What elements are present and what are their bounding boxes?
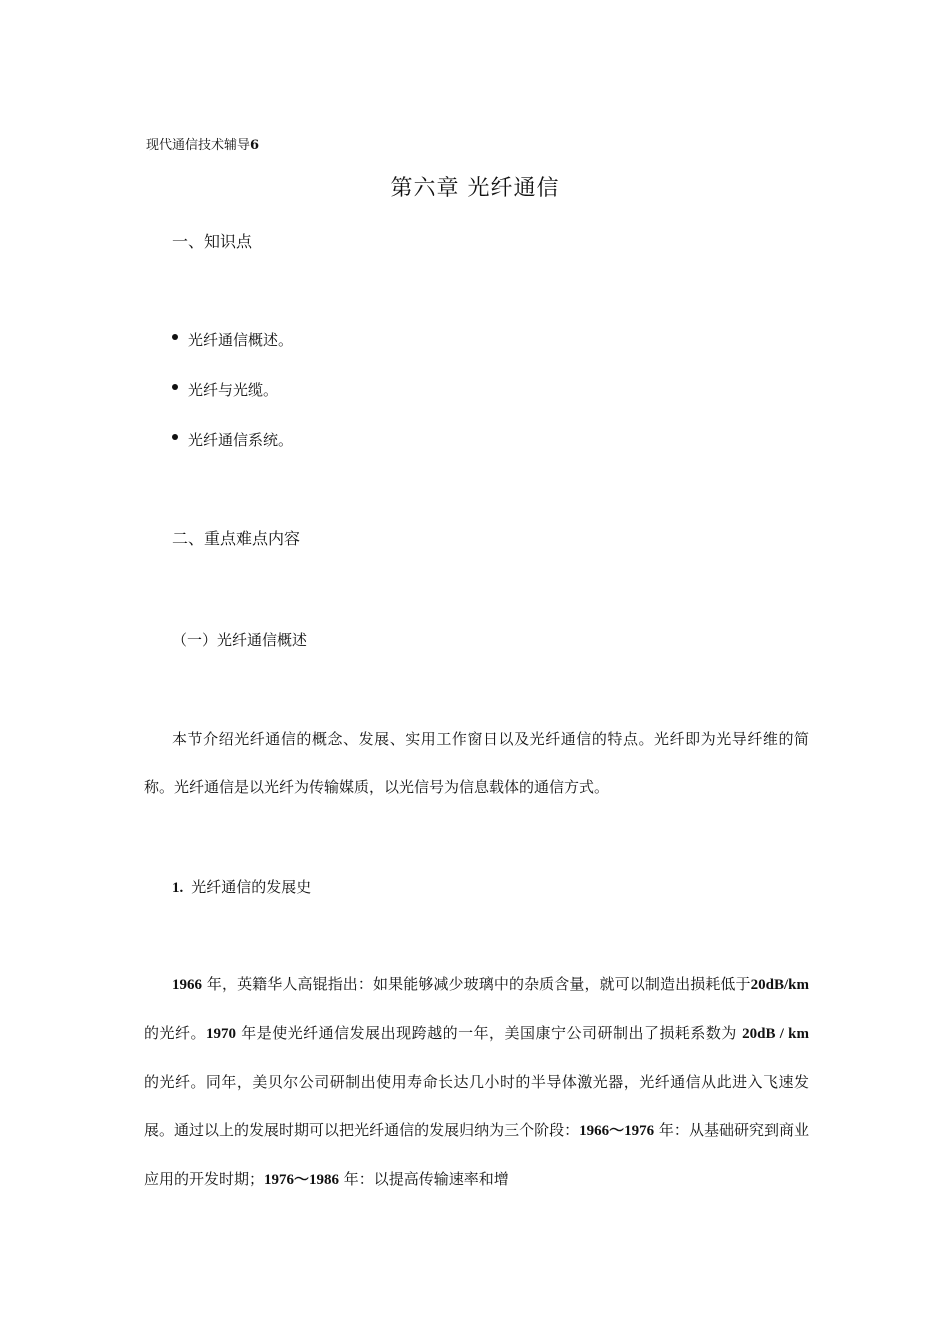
- period-1966-1976: 1966～1976: [579, 1123, 655, 1139]
- history-text: 的光纤。: [144, 1024, 206, 1042]
- section-heading-knowledge-points: 一、知识点: [172, 232, 253, 251]
- history-text: 年是使光纤通信发展出现跨越的一年，美国康宁公司研制出了损耗系数为: [235, 1024, 743, 1042]
- chapter-title: 第六章 光纤通信: [390, 176, 560, 201]
- history-text: 的光纤。同年，美贝尔公司研制出使用寿命长达几小时的半导体激光器，光纤通信从此进入飞速发展。通过以上的发展时期可以把光纤通信的发展归纳为三个阶段：: [144, 1073, 809, 1139]
- list-item: 光纤通信系统。: [172, 429, 293, 479]
- document-header-note: [146, 134, 259, 153]
- year-1970: 1970: [205, 1026, 236, 1042]
- list-item: 光纤通信概述。: [172, 329, 293, 379]
- section-heading-key-points: 二、重点难点内容: [172, 529, 301, 548]
- history-paragraph: [144, 960, 809, 1204]
- numbered-heading-history: [172, 876, 311, 897]
- period-1976-1986: 1976～1986: [264, 1172, 340, 1188]
- history-text: 年：从基础研究到商业应用的开发时期；: [144, 1121, 809, 1188]
- history-text: 年，英籍华人高锟指出：如果能够减少玻璃中的杂质含量，就可以制造出损耗低于: [202, 975, 751, 993]
- value-20db-km-spaced: 20dB / km: [742, 1026, 809, 1042]
- year-1966: 1966: [172, 977, 202, 993]
- heading-number: 1.: [172, 880, 184, 896]
- header-note-text: 现代通信技术辅导: [146, 138, 251, 153]
- history-text: 年：以提高传输速率和增: [339, 1170, 509, 1188]
- knowledge-point-list: [172, 329, 293, 479]
- subsection-heading-overview: （一）光纤通信概述: [172, 631, 308, 649]
- value-20db-km: 20dB/km: [750, 977, 809, 993]
- header-note-number: 6: [250, 138, 260, 153]
- intro-paragraph: 本节介绍光纤通信的概念、发展、实用工作窗日以及光纤通信的特点。光纤即为光导纤维的简称。光纤通信是以光纤为传输媒质，以光信号为信息载体的通信方式。: [144, 730, 809, 796]
- heading-text: 光纤通信的发展史: [191, 878, 312, 896]
- list-item: 光纤与光缆。: [172, 379, 293, 429]
